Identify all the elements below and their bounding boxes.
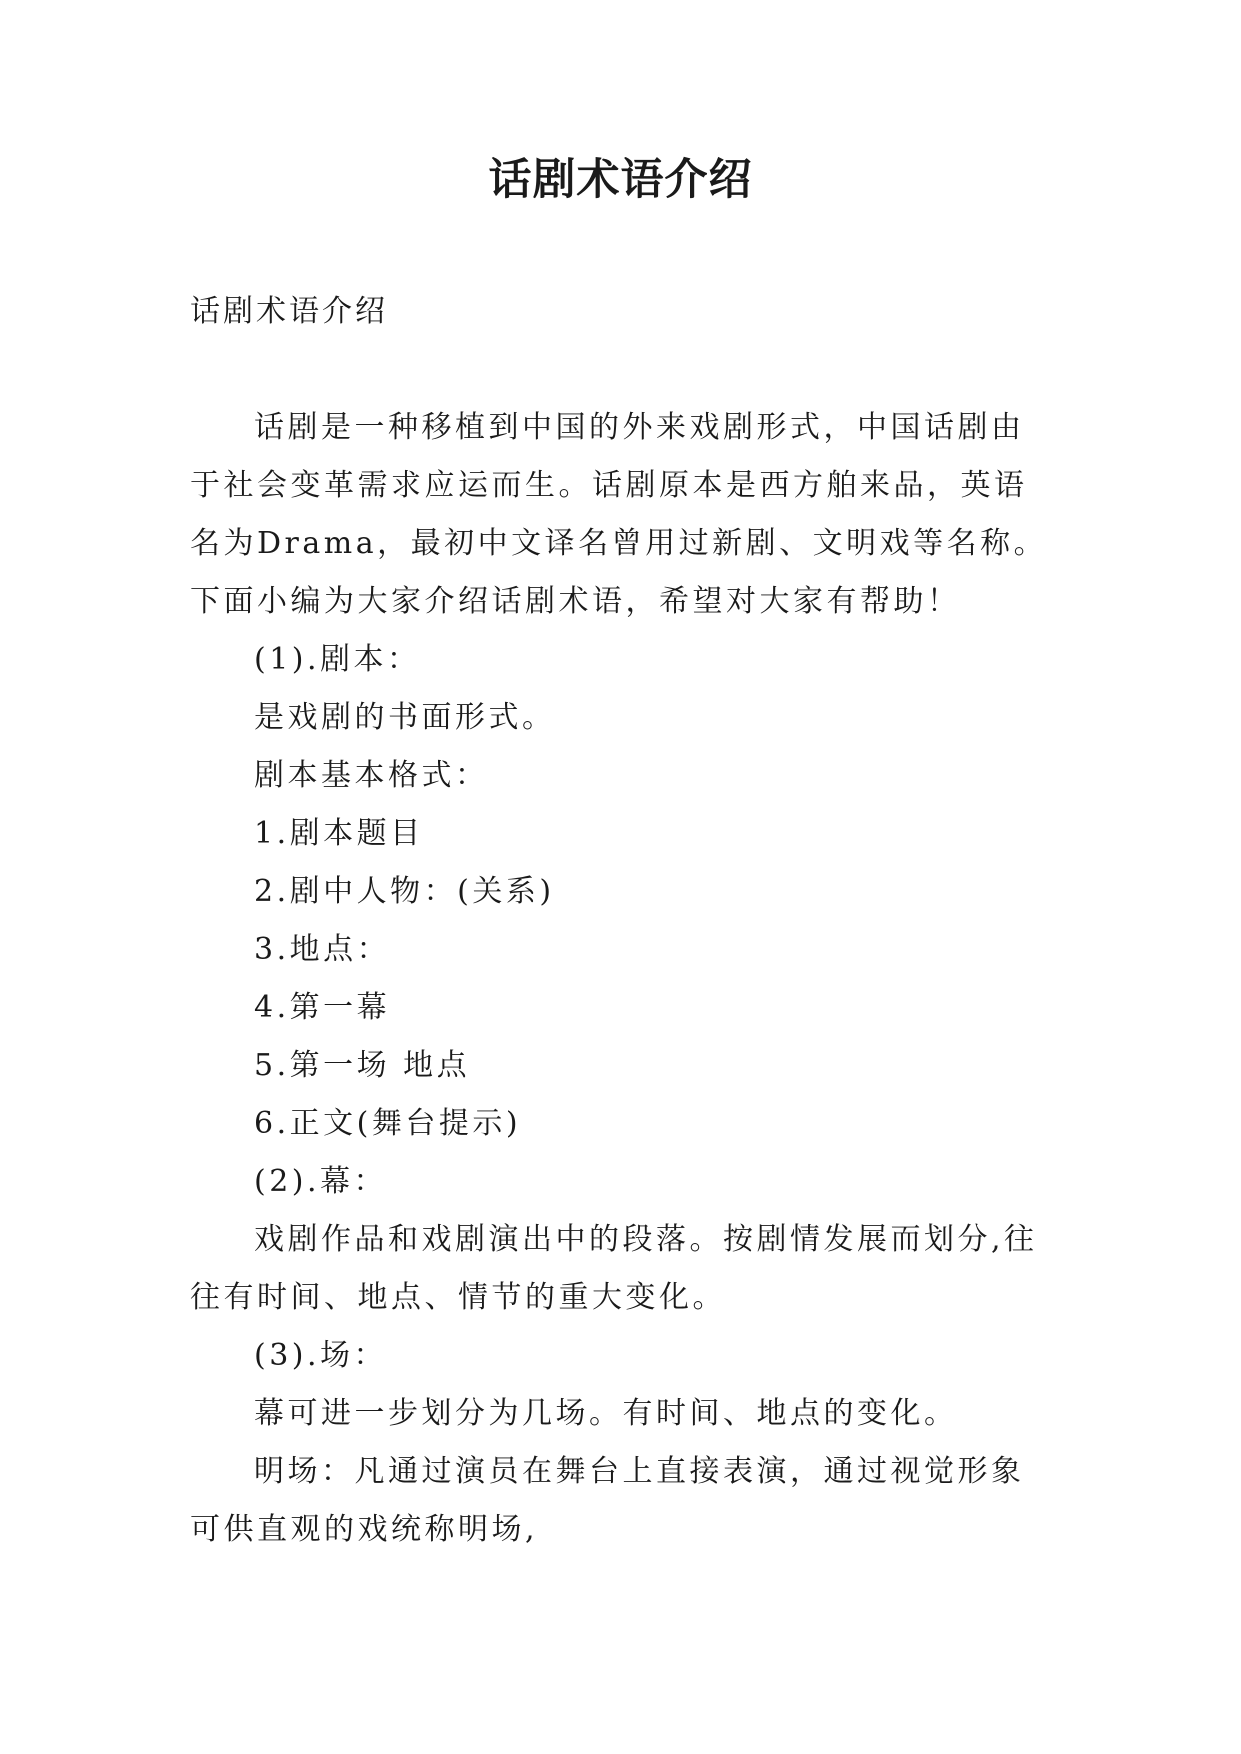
paragraph: 剧本基本格式： <box>254 758 489 793</box>
section-heading-act: (2).幕： <box>254 1164 388 1199</box>
paragraph: 戏剧作品和戏剧演出中的段落。按剧情发展而划分,往往有时间、地点、情节的重大变化。 <box>190 1222 1038 1315</box>
section-heading-scene: (3).场： <box>254 1338 388 1373</box>
document-body <box>190 283 1052 1559</box>
list-item: 3.地点： <box>254 932 391 967</box>
list-item: 5.第一场 地点 <box>254 1048 471 1083</box>
paragraph: 是戏剧的书面形式。 <box>254 700 556 735</box>
intro-paragraph: 话剧是一种移植到中国的外来戏剧形式，中国话剧由于社会变革需求应运而生。话剧原本是西方舶来品，英语名为Drama，最初中文译名曾用过新剧、文明戏等名称。下面小编为大家介绍话剧术语，希望对大家有帮助！ <box>190 410 1048 619</box>
document-title: 话剧术语介绍 <box>488 155 753 205</box>
list-item: 6.正文(舞台提示) <box>254 1106 522 1141</box>
list-item: 1.剧本题目 <box>254 816 424 851</box>
section-heading-script: (1).剧本： <box>254 642 421 677</box>
list-item: 4.第一幕 <box>254 990 391 1025</box>
paragraph: 幕可进一步划分为几场。有时间、地点的变化。 <box>254 1396 958 1431</box>
list-item: 2.剧中人物：(关系) <box>254 874 555 909</box>
document-subtitle: 话剧术语介绍 <box>190 294 388 329</box>
paragraph: 明场：凡通过演员在舞台上直接表演，通过视觉形象可供直观的戏统称明场, <box>190 1454 1025 1547</box>
